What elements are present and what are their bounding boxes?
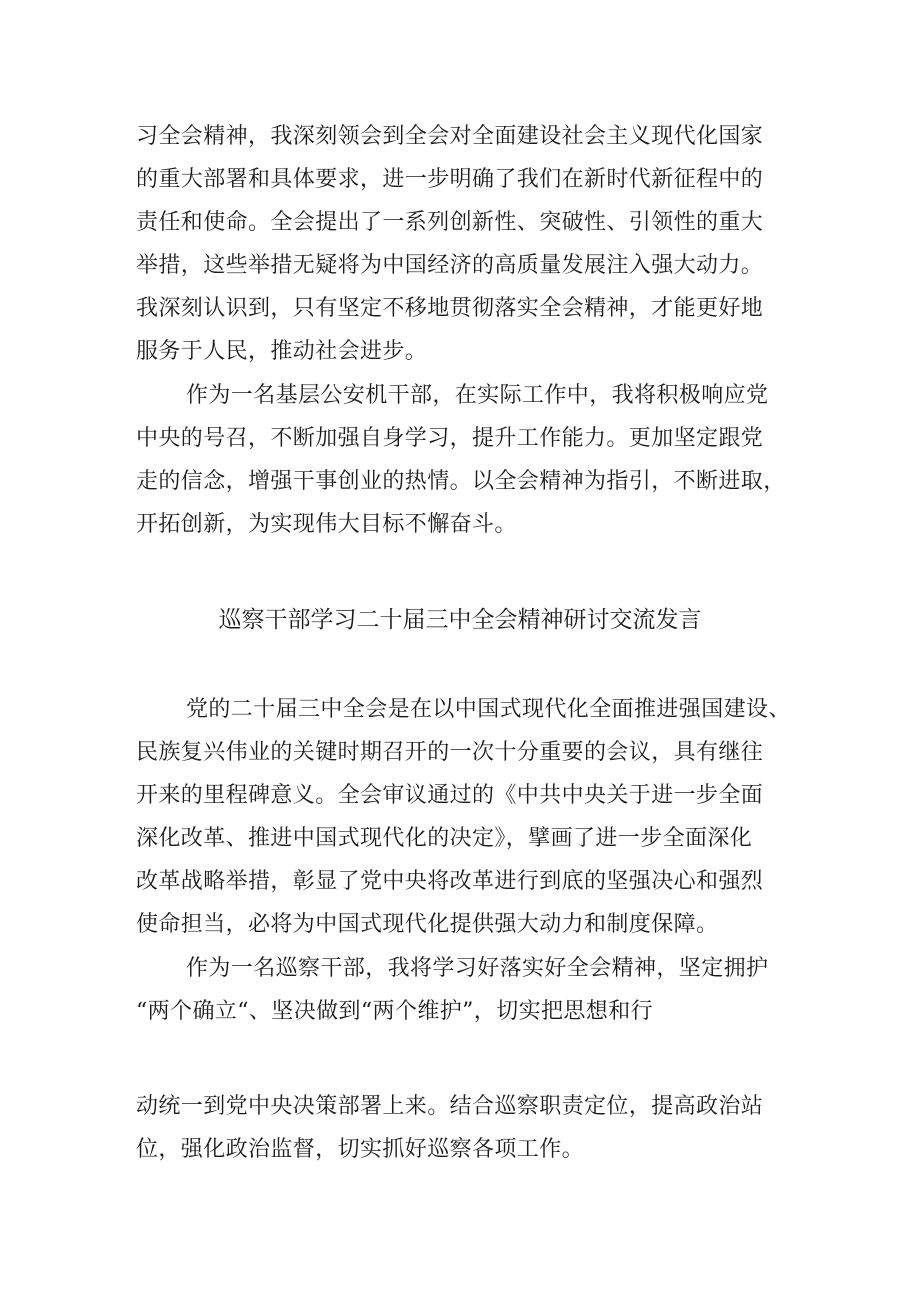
paragraph-line: 我深刻认识到，只有坚定不移地贯彻落实全会精神，才能更好地 bbox=[136, 296, 764, 321]
paragraph-line: 中央的号召，不断加强自身学习，提升工作能力。更加坚定跟党 bbox=[136, 426, 764, 451]
paragraph-line: 改革战略举措，彰显了党中央将改革进行到底的坚强决心和强烈 bbox=[136, 869, 764, 894]
paragraph-line: 使命担当，必将为中国式现代化提供强大动力和制度保障。 bbox=[136, 912, 719, 937]
paragraph-line: 举措，这些举措无疑将为中国经济的高质量发展注入强大动力。 bbox=[136, 253, 764, 278]
paragraph-line: 走的信念，增强干事创业的热情。以全会精神为指引，不断进取， bbox=[136, 469, 786, 494]
paragraph-line: 开来的里程碑意义。全会审议通过的《中共中央关于进一步全面 bbox=[136, 783, 764, 808]
section-title: 巡察干部学习二十届三中全会精神研讨交流发言 bbox=[218, 607, 702, 633]
paragraph-line: 习全会精神，我深刻领会到全会对全面建设社会主义现代化国家 bbox=[136, 124, 764, 149]
paragraph-line: 作为一名基层公安机干部，在实际工作中，我将积极响应党 bbox=[186, 383, 769, 408]
paragraph-line: 深化改革、推进中国式现代化的决定》，擘画了进一步全面深化 bbox=[136, 826, 753, 851]
paragraph-line: 动统一到党中央决策部署上来。结合巡察职责定位，提高政治站 bbox=[136, 1094, 764, 1119]
paragraph-line: 作为一名巡察干部，我将学习好落实好全会精神，坚定拥护 bbox=[186, 956, 769, 981]
paragraph-line: 开拓创新，为实现伟大目标不懈奋斗。 bbox=[136, 512, 517, 537]
paragraph-line: 责任和使命。全会提出了一系列创新性、突破性、引领性的重大 bbox=[136, 210, 764, 235]
paragraph-line: 民族复兴伟业的关键时期召开的一次十分重要的会议，具有继往 bbox=[136, 740, 764, 765]
paragraph-line: 服务于人民，推动社会进步。 bbox=[136, 339, 428, 364]
paragraph-line: 位，强化政治监督，切实抓好巡察各项工作。 bbox=[136, 1137, 585, 1162]
paragraph-line: 党的二十届三中全会是在以中国式现代化全面推进强国建设、 bbox=[186, 697, 791, 722]
paragraph-line: 的重大部署和具体要求，进一步明确了我们在新时代新征程中的 bbox=[136, 167, 764, 192]
paragraph-line: “两个确立“、坚决做到“两个维护”，切实把思想和行 bbox=[136, 999, 653, 1024]
